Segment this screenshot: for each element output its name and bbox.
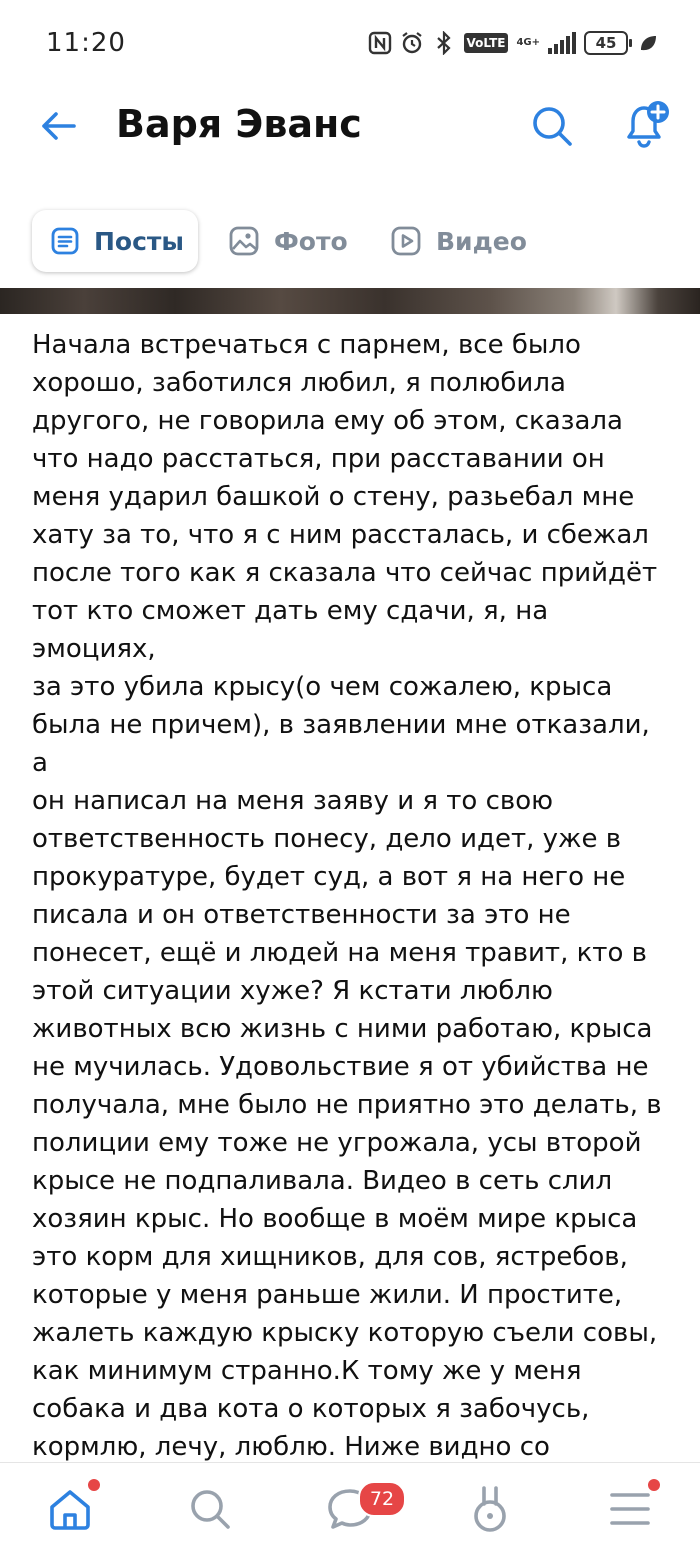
menu-icon xyxy=(608,1489,652,1529)
network-type: 4G+ xyxy=(516,37,540,48)
page-title: Варя Эванс xyxy=(116,102,362,146)
bell-plus-icon xyxy=(619,99,673,153)
back-button[interactable] xyxy=(36,104,80,148)
messages-badge: 72 xyxy=(358,1481,406,1517)
battery-level: 45 xyxy=(595,34,617,52)
tab-posts-label: Посты xyxy=(94,226,185,256)
tab-photo-label: Фото xyxy=(274,226,348,256)
tab-photo[interactable] xyxy=(228,210,348,272)
status-icons xyxy=(368,30,660,56)
bluetooth-icon xyxy=(432,30,456,56)
volte-icon: VoLTE xyxy=(464,33,509,53)
leaf-icon xyxy=(636,30,660,56)
alarm-icon xyxy=(400,30,424,56)
header xyxy=(0,88,700,168)
profile-tabs xyxy=(0,210,700,276)
post-image-strip[interactable] xyxy=(0,288,700,314)
notifications-button[interactable] xyxy=(618,98,674,154)
search-icon xyxy=(188,1487,232,1531)
bottom-navigation xyxy=(0,1462,700,1555)
search-button[interactable] xyxy=(528,102,576,150)
nfc-icon xyxy=(368,30,392,56)
tab-video[interactable] xyxy=(390,210,527,272)
status-bar xyxy=(0,0,700,88)
home-notification-dot xyxy=(88,1479,100,1491)
search-icon xyxy=(530,104,574,148)
photo-icon xyxy=(228,225,260,257)
posts-icon xyxy=(50,226,80,256)
video-icon xyxy=(390,225,422,257)
tab-posts[interactable] xyxy=(32,210,198,272)
nav-clips[interactable] xyxy=(460,1481,520,1537)
clips-icon xyxy=(468,1484,512,1534)
signal-icon xyxy=(548,32,576,54)
arrow-left-icon xyxy=(38,106,78,146)
post-text: Начала встречаться с парнем, все было хорошо, заботился любил, я полюбила другого, не говорила ему об этом, сказала что надо расстаться, при расставании он меня ударил башкой о стену, разьебал мне хату за то, что я с ним рассталась, и сбежал после того как я сказала что сейчас прийдёт тот кто сможет дать ему сдачи, я, на эмоциях, за это убила крысу(о чем сожалею, крыса была не причем), в заявлении мне отказали, а он написал на меня заяву и я то свою ответственность понесу, дело идет, уже в прокуратуре, будет суд, а вот я на него не писала и он ответственности за это не понесет, ещё и людей на меня травит, кто в этой ситуации хуже? Я кстати люблю животных всю жизнь с ними работаю, крыса не мучилась. Удовольствие я от убийства не получала, мне было не приятно это делать, в полиции ему тоже не угрожала, усы второй крысе не подпаливала. Видео в сеть слил хозяин крыс. Но вообще в моём мире крыса это корм для хищников, для сов, ястребов, которые у меня раньше жили. И простите, жалеть каждую крыску которую съели совы, как минимум странно.К тому же у меня собака и два кота о которых я забочусь, кормлю, лечу, люблю. Ниже видно со xyxy=(32,330,662,1462)
tab-video-label: Видео xyxy=(436,226,527,256)
home-icon xyxy=(46,1485,94,1533)
battery-icon xyxy=(584,31,628,55)
nav-search[interactable] xyxy=(180,1481,240,1537)
status-time: 11:20 xyxy=(46,28,126,58)
menu-notification-dot xyxy=(648,1479,660,1491)
